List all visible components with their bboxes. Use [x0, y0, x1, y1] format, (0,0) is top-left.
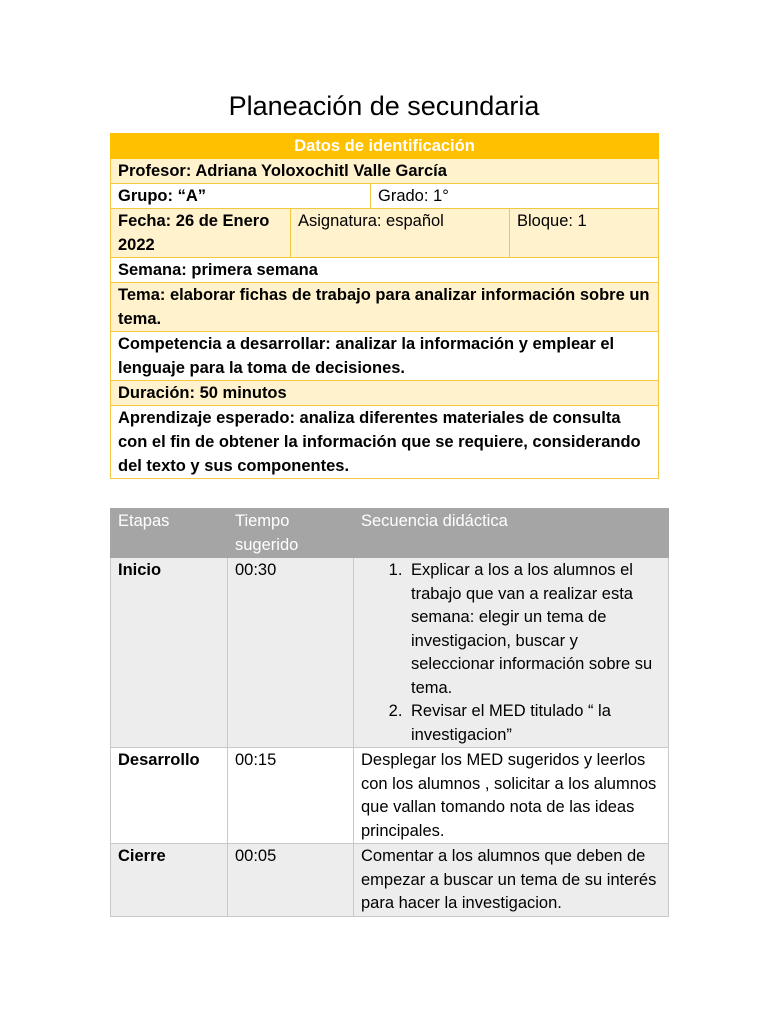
- profesor-cell: Profesor: Adriana Yoloxochitl Valle García: [111, 159, 659, 184]
- list-item: 2. Revisar el MED titulado “ la investigacion”: [407, 700, 661, 747]
- stage-name: Inicio: [111, 558, 228, 748]
- aprendizaje-cell: Aprendizaje esperado: analiza diferentes materiales de consulta con el fin de obtener la información que se requiere, considerando del texto y sus componentes.: [111, 406, 659, 479]
- list-item: 1. Explicar a los a los alumnos el trabajo que van a realizar esta semana: elegir un tema de investigacion, buscar y seleccionar información sobre su tema.: [407, 559, 661, 700]
- stage-time: 00:30: [228, 558, 354, 748]
- asignatura-cell: Asignatura: español: [291, 209, 510, 258]
- table-row: [111, 844, 669, 917]
- stage-sequence: Comentar a los alumnos que deben de empezar a buscar un tema de su interés para hacer la investigacion.: [354, 844, 669, 917]
- grupo-cell: Grupo: “A”: [111, 184, 371, 209]
- stage-name: Desarrollo: [111, 748, 228, 844]
- identification-table: [110, 133, 659, 479]
- sequence-list: [361, 559, 661, 747]
- semana-cell: Semana: primera semana: [111, 258, 659, 283]
- tema-cell: Tema: elaborar fichas de trabajo para analizar información sobre un tema.: [111, 283, 659, 332]
- stage-name: Cierre: [111, 844, 228, 917]
- header-tiempo: Tiempo sugerido: [228, 509, 354, 558]
- page-title: Planeación de secundaria: [228, 91, 540, 121]
- header-secuencia: Secuencia didáctica: [354, 509, 669, 558]
- stages-header-row: [111, 509, 669, 558]
- stage-time: 00:15: [228, 748, 354, 844]
- duracion-cell: Duración: 50 minutos: [111, 381, 659, 406]
- identification-header: Datos de identificación: [111, 134, 659, 159]
- fecha-cell: Fecha: 26 de Enero 2022: [111, 209, 291, 258]
- bloque-cell: Bloque: 1: [510, 209, 659, 258]
- stage-time: 00:05: [228, 844, 354, 917]
- header-etapas: Etapas: [111, 509, 228, 558]
- grado-cell: Grado: 1°: [371, 184, 659, 209]
- stage-sequence: [354, 558, 669, 748]
- stages-table: [110, 508, 669, 917]
- stage-sequence: Desplegar los MED sugeridos y leerlos con los alumnos , solicitar a los alumnos que vallan tomando nota de las ideas principales.: [354, 748, 669, 844]
- table-row: [111, 748, 669, 844]
- competencia-cell: Competencia a desarrollar: analizar la información y emplear el lenguaje para la toma de decisiones.: [111, 332, 659, 381]
- table-row: [111, 558, 669, 748]
